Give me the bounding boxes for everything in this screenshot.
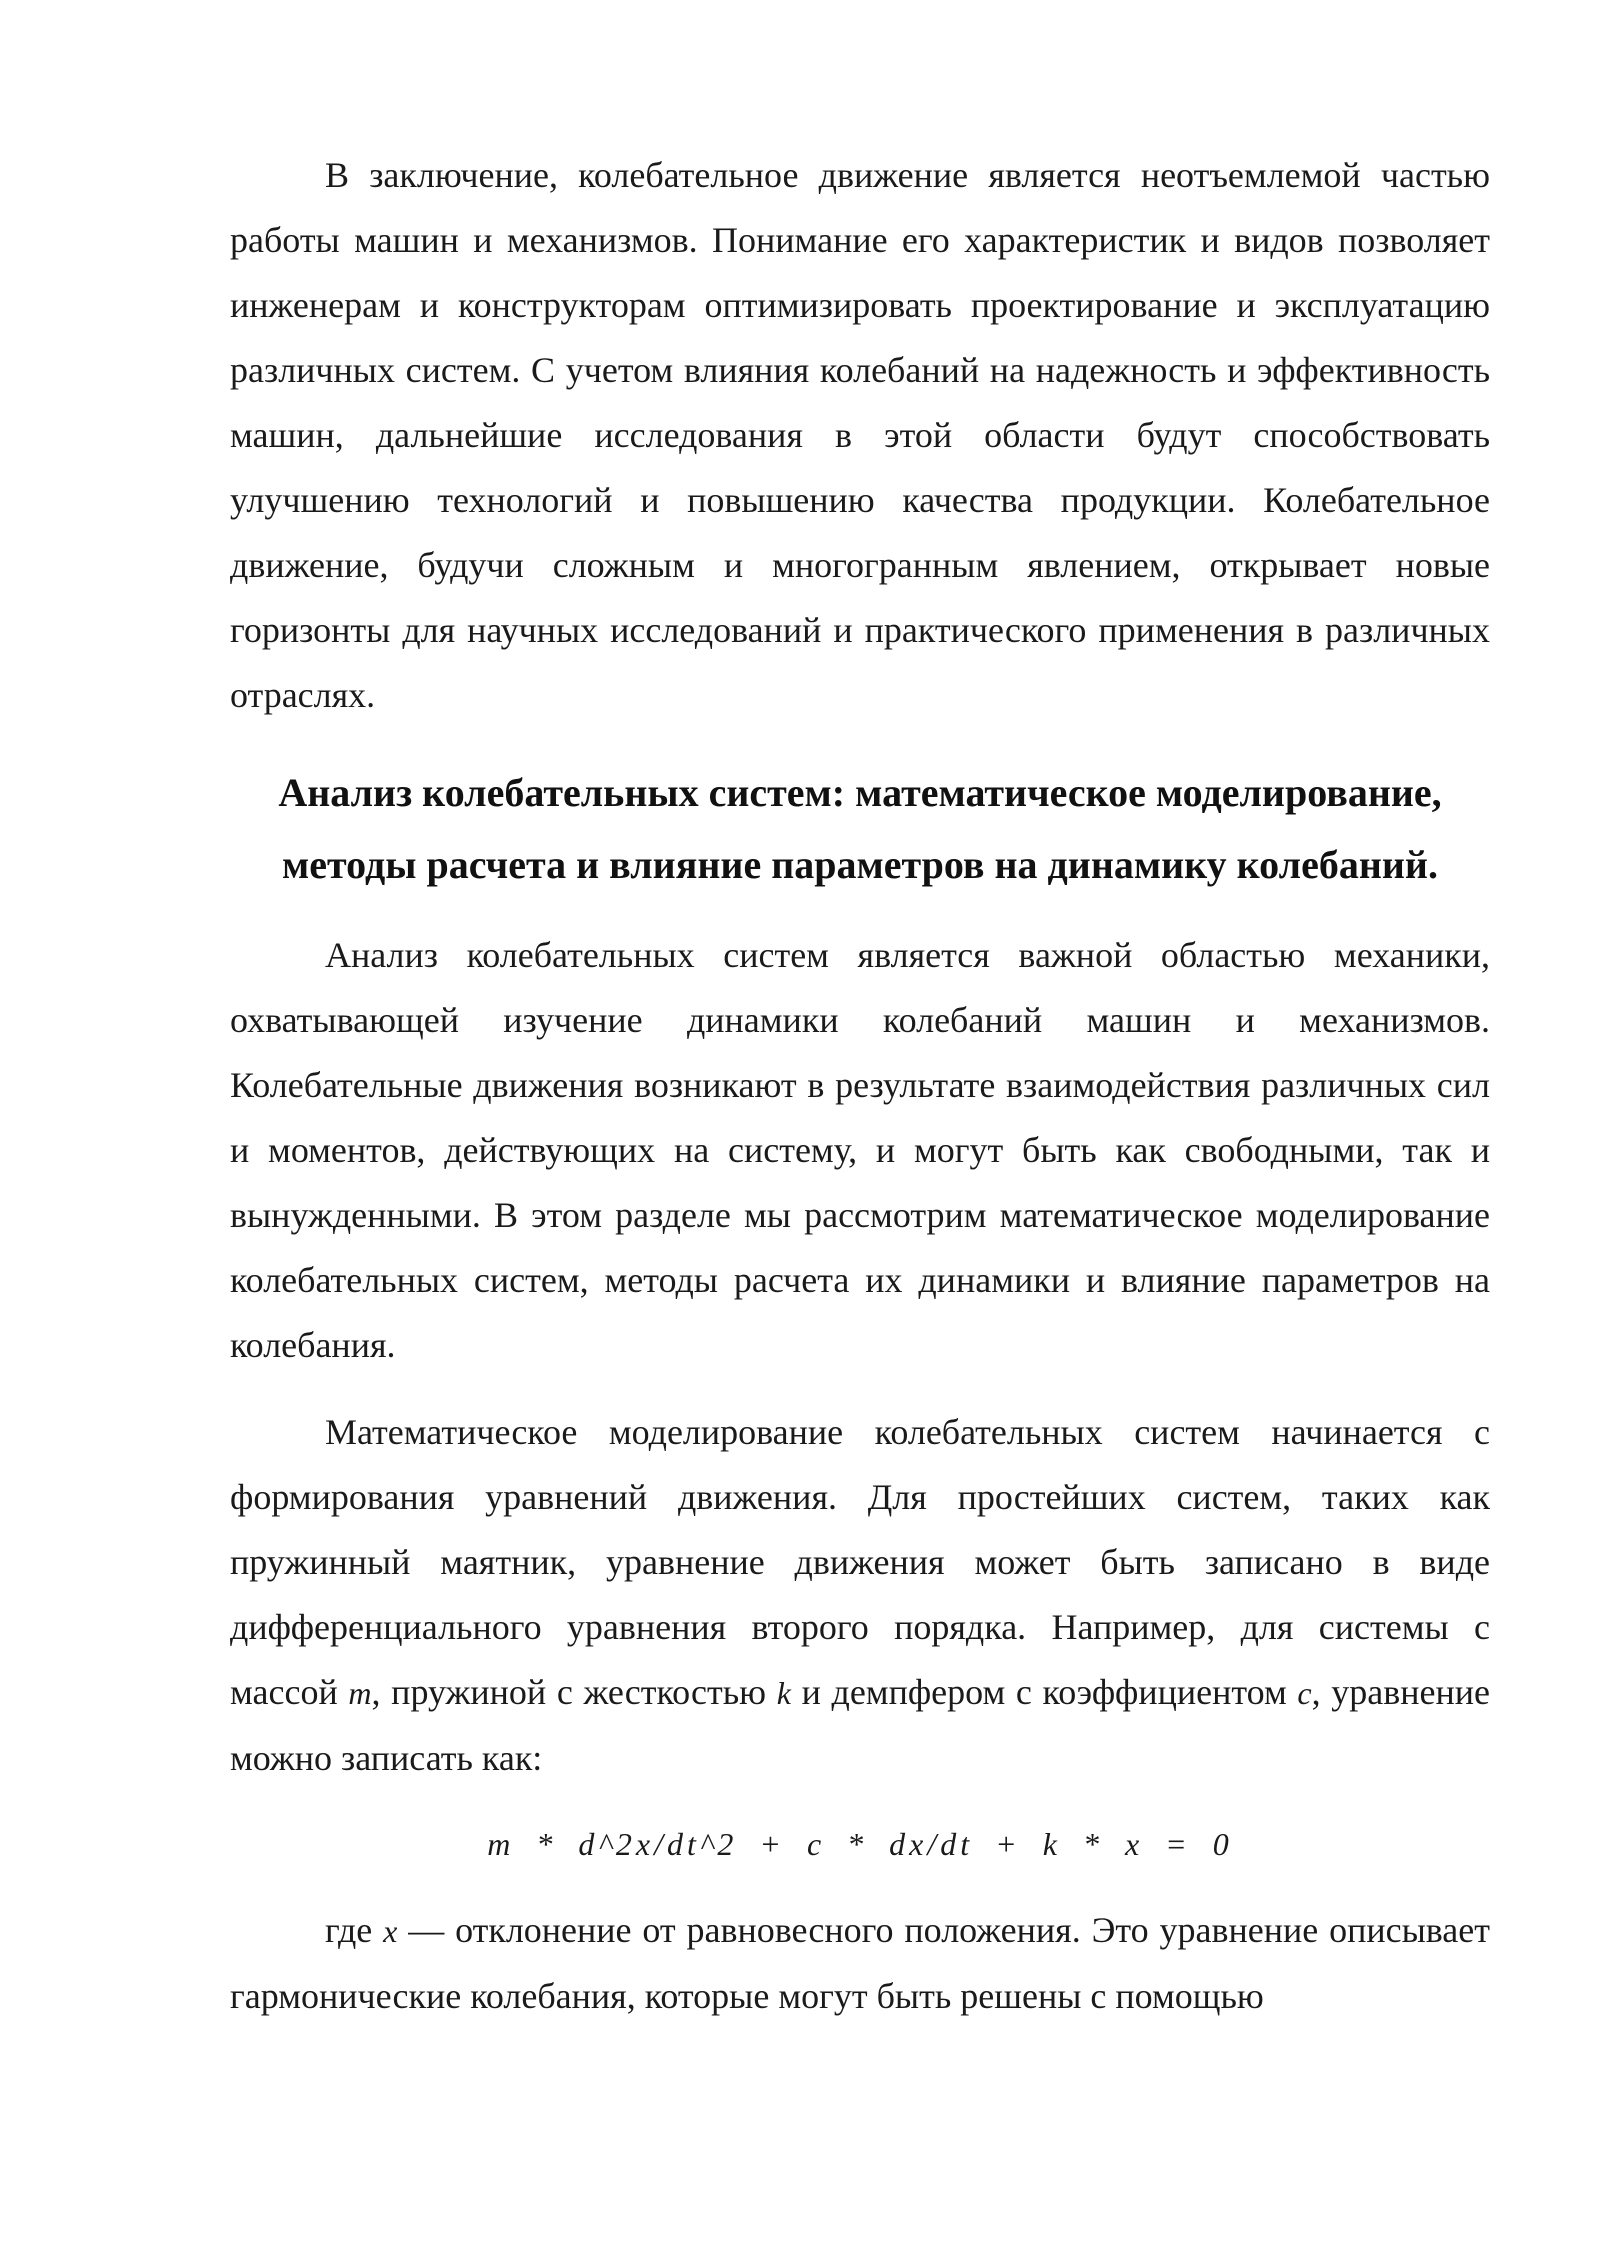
paragraph-modeling-text-4: , уравнение можно записать как: <box>230 1672 1490 1778</box>
paragraph-intro: Анализ колебательных систем является важной областью механики, охватывающей изучение динамики колебаний машин и механизмов. Колебательные движения возникают в результате взаимодействия различных сил и моментов, действующих на систему, и могут быть как свободными, так и вынужденными. В этом разделе мы рассмотрим математическое моделирование колебательных систем, методы расчета их динамики и влияние параметров на колебания. <box>230 935 1490 1365</box>
variable-k: k <box>776 1675 791 1711</box>
equation-of-motion: m * d^2x/dt^2 + c * dx/dt + k * x = 0 <box>487 1826 1233 1862</box>
paragraph-conclusion: В заключение, колебательное движение является неотъемлемой частью работы машин и механизмов. Понимание его характеристик и видов позволяет инженерам и конструкторам оптимизировать проектирование и эксплуатацию различных систем. С учетом влияния колебаний на надежность и эффективность машин, дальнейшие исследования в этой области будут способствовать улучшению технологий и повышению качества продукции. Колебательное движение, будучи сложным и многогранным явлением, открывает новые горизонты для научных исследований и практического применения в различных отраслях. <box>230 155 1490 715</box>
paragraph-modeling-text-3: и демпфером с коэффициентом <box>790 1672 1298 1712</box>
paragraph-explanation <box>230 1898 1490 2029</box>
paragraph-modeling-text-1: Математическое моделирование колебательных систем начинается с формирования уравнений движения. Для простейших систем, таких как пружинный маятник, уравнение движения может быть записано в виде дифференциального уравнения второго порядка. Например, для системы с массой <box>230 1412 1490 1712</box>
paragraph-modeling <box>230 1400 1490 1791</box>
variable-x: x <box>383 1913 398 1949</box>
variable-c: c <box>1297 1675 1312 1711</box>
section-heading: Анализ колебательных систем: математическое моделирование, методы расчета и влияние параметров на динамику колебаний. <box>278 770 1442 887</box>
paragraph-explanation-text-2: — отклонение от равновесного положения. Это уравнение описывает гармонические колебания, которые могут быть решены с помощью <box>230 1910 1490 2016</box>
variable-m: m <box>348 1675 372 1711</box>
paragraph-modeling-text-2: , пружиной с жесткостью <box>371 1672 777 1712</box>
paragraph-explanation-text-1: где <box>325 1910 384 1950</box>
